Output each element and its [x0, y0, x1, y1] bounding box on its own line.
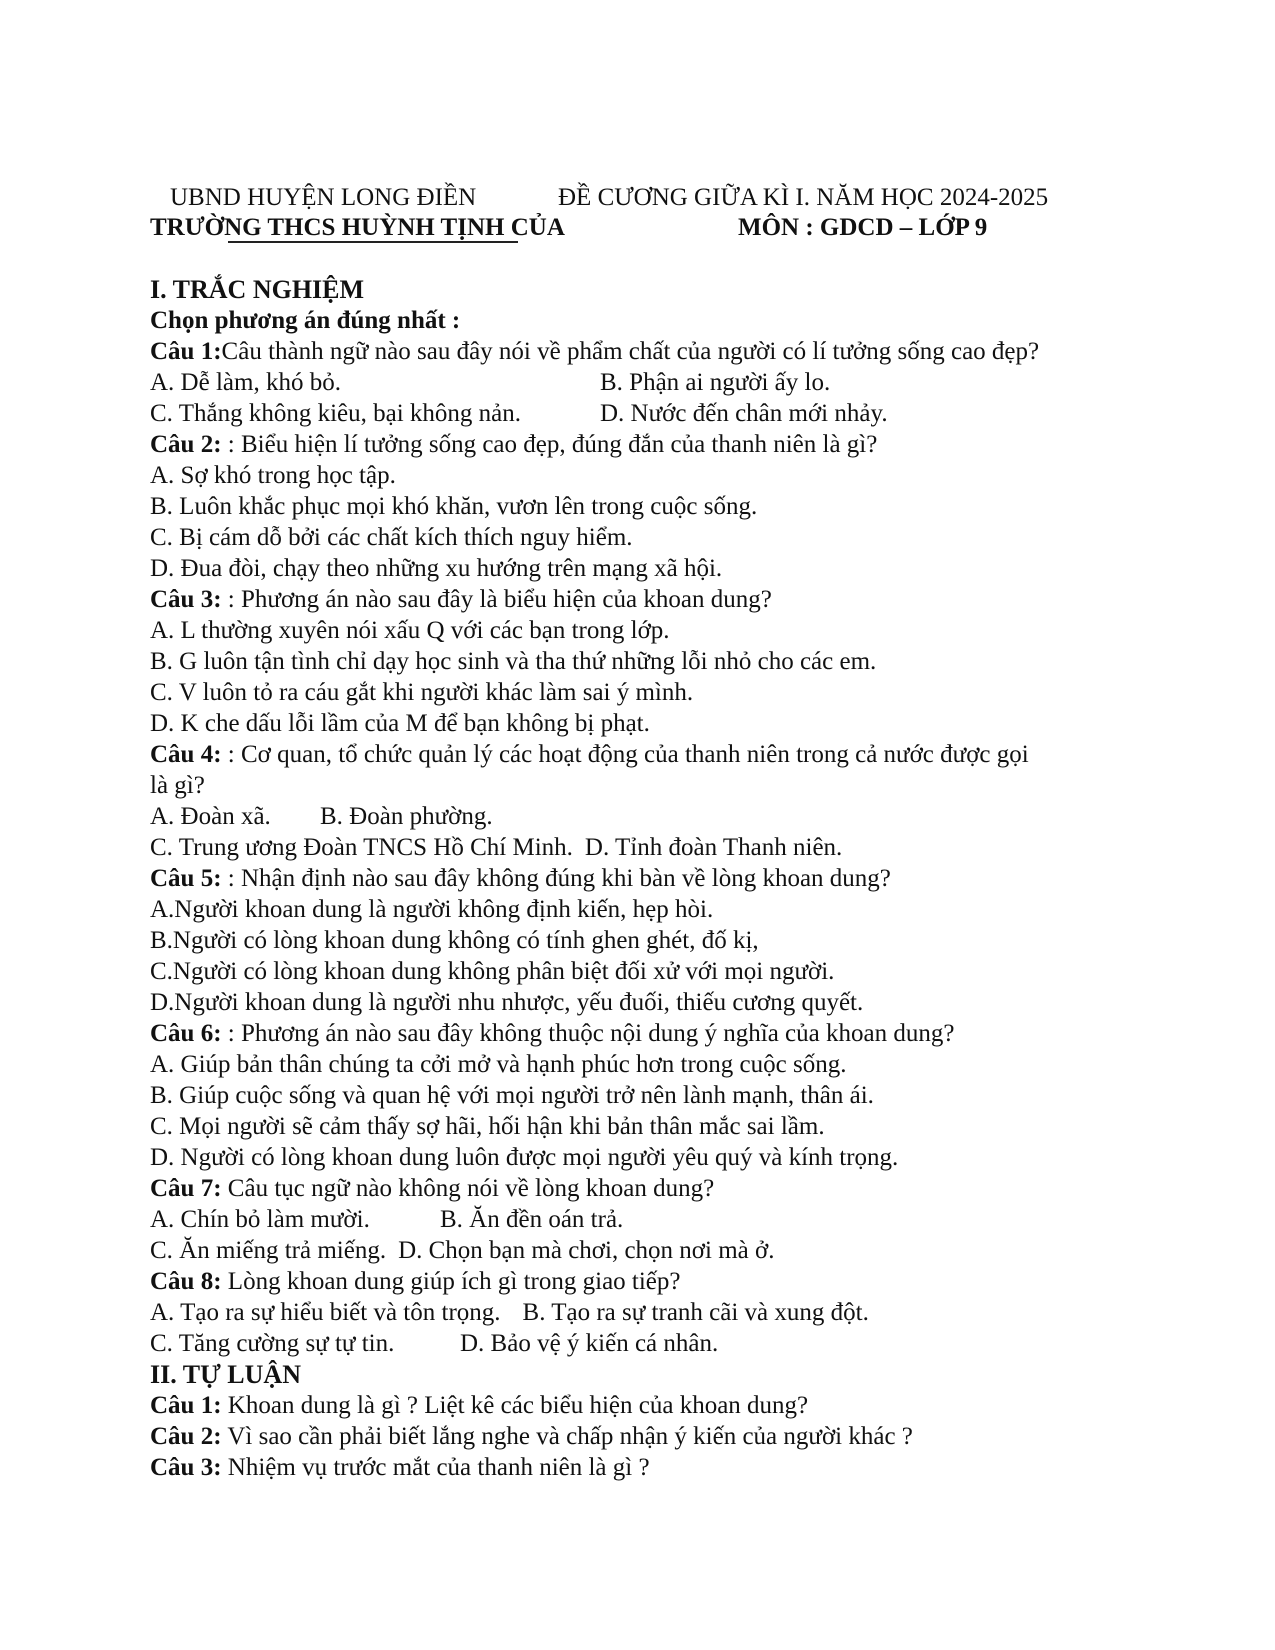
essay-question-1 [150, 1390, 1160, 1421]
option-b: B. Đoàn phường. [320, 803, 493, 830]
option-a: A. L thường xuyên nói xấu Q với các bạn trong lớp. [150, 617, 670, 644]
option-d: D. K che dấu lỗi lầm của M để bạn không bị phạt. [150, 710, 650, 737]
option-c: C. Bị cám dỗ bởi các chất kích thích nguy hiểm. [150, 524, 633, 551]
option-a: A. Đoàn xã. [150, 803, 271, 830]
question-7 [150, 1173, 1160, 1204]
option-d: D. Tỉnh đoàn Thanh niên. [584, 834, 843, 861]
question-1-options-row-2 [150, 398, 1160, 429]
option-d: D.Người khoan dung là người nhu nhược, yếu đuối, thiếu cương quyết. [150, 989, 864, 1016]
section-title-multiple-choice: I. TRẮC NGHIỆM [150, 275, 365, 304]
option-a: A. Chín bỏ làm mười. [150, 1206, 370, 1233]
section-title-essay: II. TỰ LUẬN [150, 1360, 301, 1389]
option-b: B. Luôn khắc phục mọi khó khăn, vươn lên trong cuộc sống. [150, 493, 758, 520]
question-1 [150, 336, 1160, 367]
option-b: B. Giúp cuộc sống và quan hệ với mọi người trở nên lành mạnh, thân ái. [150, 1082, 874, 1109]
question-8 [150, 1266, 1160, 1297]
question-label: Câu 2: [150, 1423, 222, 1450]
option-d: D. Bảo vệ ý kiến cá nhân. [460, 1330, 719, 1357]
question-text: : Phương án nào sau đây là biểu hiện của khoan dung? [221, 586, 772, 613]
subject-grade: MÔN : GDCD – LỚP 9 [738, 214, 988, 241]
question-text: Câu thành ngữ nào sau đây nói về phẩm chất của người có lí tưởng sống cao đẹp? [221, 338, 1040, 365]
question-7-options-row-1 [150, 1204, 1160, 1235]
option-c: C. Thắng không kiêu, bại không nản. [150, 400, 522, 427]
school-name-underline [228, 241, 518, 243]
option-c: C. V luôn tỏ ra cáu gắt khi người khác làm sai ý mình. [150, 679, 694, 706]
question-label: Câu 3: [150, 586, 222, 613]
question-6 [150, 1018, 1160, 1049]
question-text: : Nhận định nào sau đây không đúng khi bàn về lòng khoan dung? [221, 865, 891, 892]
option-c: C. Ăn miếng trả miếng. [150, 1237, 387, 1264]
option-d: D. Chọn bạn mà chơi, chọn nơi mà ở. [398, 1237, 775, 1264]
question-7-options-row-2 [150, 1235, 1160, 1266]
question-label: Câu 3: [150, 1454, 222, 1481]
question-text: Vì sao cần phải biết lắng nghe và chấp nhận ý kiến của người khác ? [221, 1423, 913, 1450]
question-text: Lòng khoan dung giúp ích gì trong giao tiếp? [221, 1268, 681, 1295]
option-c: C. Tăng cường sự tự tin. [150, 1330, 395, 1357]
option-a: A. Sợ khó trong học tập. [150, 462, 396, 489]
question-5 [150, 863, 1160, 894]
option-c: C.Người có lòng khoan dung không phân biệt đối xử với mọi người. [150, 958, 835, 985]
school-name: TRƯỜNG THCS HUỲNH TỊNH CỦA [150, 214, 565, 241]
question-label: Câu 2: [150, 431, 222, 458]
essay-question-3 [150, 1452, 1160, 1483]
question-1-options-row-1 [150, 367, 1160, 398]
document-title: ĐỀ CƯƠNG GIỮA KÌ I. NĂM HỌC 2024-2025 [558, 184, 1049, 211]
question-2 [150, 429, 1160, 460]
question-text: : Phương án nào sau đây không thuộc nội dung ý nghĩa của khoan dung? [221, 1020, 955, 1047]
exam-body [150, 274, 1160, 1483]
question-8-options-row-2 [150, 1328, 1160, 1359]
question-text: Khoan dung là gì ? Liệt kê các biểu hiện của khoan dung? [221, 1392, 809, 1419]
question-label: Câu 7: [150, 1175, 222, 1202]
essay-question-2 [150, 1421, 1160, 1452]
question-label: Câu 4: [150, 741, 222, 768]
question-3 [150, 584, 1160, 615]
option-a: A. Giúp bản thân chúng ta cởi mở và hạnh phúc hơn trong cuộc sống. [150, 1051, 847, 1078]
district-name: UBND HUYỆN LONG ĐIỀN [170, 184, 477, 211]
option-b: B. Tạo ra sự tranh cãi và xung đột. [522, 1299, 869, 1326]
option-c: C. Mọi người sẽ cảm thấy sợ hãi, hối hận khi bản thân mắc sai lầm. [150, 1113, 825, 1140]
option-c: C. Trung ương Đoàn TNCS Hồ Chí Minh. [150, 834, 573, 861]
question-label: Câu 1: [150, 1392, 222, 1419]
option-d: D. Đua đòi, chạy theo những xu hướng trên mạng xã hội. [150, 555, 723, 582]
option-b: B. Ăn đền oán trả. [440, 1206, 624, 1233]
option-b: B. Phận ai người ấy lo. [600, 369, 831, 396]
question-label: Câu 6: [150, 1020, 222, 1047]
option-d: D. Nước đến chân mới nhảy. [600, 400, 888, 427]
option-d: D. Người có lòng khoan dung luôn được mọi người yêu quý và kính trọng. [150, 1144, 899, 1171]
question-8-options-row-1 [150, 1297, 1160, 1328]
option-b: B. G luôn tận tình chỉ dạy học sinh và tha thứ những lỗi nhỏ cho các em. [150, 648, 877, 675]
option-b: B.Người có lòng khoan dung không có tính ghen ghét, đố kị, [150, 927, 759, 954]
option-a: A. Dễ làm, khó bỏ. [150, 369, 341, 396]
question-4-options-row-2 [150, 832, 1160, 863]
question-label: Câu 8: [150, 1268, 222, 1295]
question-text: : Biểu hiện lí tưởng sống cao đẹp, đúng đắn của thanh niên là gì? [221, 431, 878, 458]
instruction: Chọn phương án đúng nhất : [150, 307, 461, 334]
question-4 [150, 739, 1160, 770]
option-a: A.Người khoan dung là người không định kiến, hẹp hòi. [150, 896, 714, 923]
question-label: Câu 1: [150, 338, 222, 365]
question-text: : Cơ quan, tổ chức quản lý các hoạt động của thanh niên trong cả nước được gọi [221, 741, 1029, 768]
question-4-continuation: là gì? [150, 772, 205, 799]
question-text: Nhiệm vụ trước mắt của thanh niên là gì ? [221, 1454, 650, 1481]
question-label: Câu 5: [150, 865, 222, 892]
question-text: Câu tục ngữ nào không nói về lòng khoan dung? [221, 1175, 715, 1202]
option-a: A. Tạo ra sự hiểu biết và tôn trọng. [150, 1299, 501, 1326]
question-4-options-row-1 [150, 801, 1160, 832]
